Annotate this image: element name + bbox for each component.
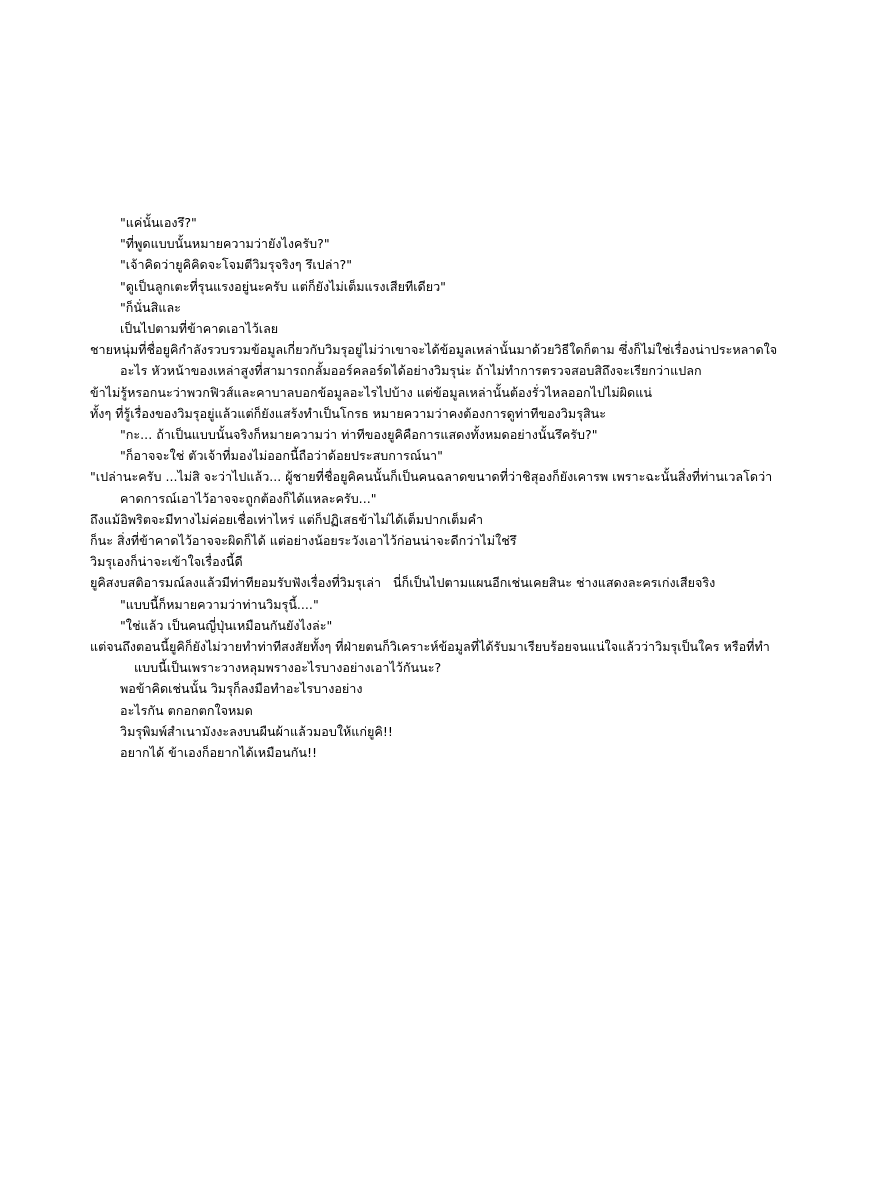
paragraph: เป็นไปตามที่ข้าคาดเอาไว้เลย — [120, 321, 279, 337]
paragraph: วิมรุพิมพ์สำเนามังงะลงบนผืนผ้าแล้วมอบให้แก่ยูคิ!! — [120, 723, 393, 739]
paragraph: ข้าไม่รู้หรอกนะว่าพวกฟิวส์และคาบาลบอกข้อมูลอะไรไปบ้าง แต่ข้อมูลเหล่านั้นต้องรั่วไหลออกไปไม่ผิดแน่ — [90, 384, 652, 400]
paragraph: แต่จนถึงตอนนี้ยูคิก็ยังไม่วายทำท่าทีสงสัยทั้งๆ ที่ฝ่ายตนก็วิเคราะห์ข้อมูลที่ได้รับมาเรียบร้อยจนแน่ใจแล้วว่าวิมรุเป็นใคร หรือที่ทำแบบนี้เป็นเพราะวางหลุมพรางอะไรบางอย่างเอาไว้กันนะ? — [90, 639, 770, 676]
document-text-body — [90, 212, 790, 763]
paragraph: อยากได้ ข้าเองก็อยากได้เหมือนกัน!! — [120, 745, 318, 761]
paragraph: "ดูเป็นลูกเตะที่รุนแรงอยู่นะครับ แต่ก็ยังไม่เต็มแรงเสียทีเดียว" — [120, 278, 446, 294]
paragraph: ทั้งๆ ที่รู้เรื่องของวิมรุอยู่แล้วแต่ก็ยังแสร้งทำเป็นโกรธ หมายความว่าคงต้องการดูท่าทีของวิมรุสินะ — [90, 405, 607, 421]
paragraph: "กะ... ถ้าเป็นแบบนั้นจริงก็หมายความว่า ท่าทีของยูคิคือการแสดงทั้งหมดอย่างนั้นรึครับ?" — [120, 427, 598, 443]
paragraph: ถึงแม้อิพริตจะมีทางไม่ค่อยเชื่อเท่าไหร่ แต่ก็ปฏิเสธข้าไม่ได้เต็มปากเต็มคำ — [90, 511, 484, 527]
paragraph: "ใช่แล้ว เป็นคนญี่ปุ่นเหมือนกันยังไงล่ะ" — [120, 617, 333, 633]
paragraph: "แบบนี้ก็หมายความว่าท่านวิมรุนี้...." — [120, 596, 319, 612]
paragraph: พอข้าคิดเช่นนั้น วิมรุก็ลงมือทำอะไรบางอย่าง — [120, 681, 363, 697]
paragraph: "เจ้าคิดว่ายูคิคิดจะโจมตีวิมรุจริงๆ รึเปล่า?" — [120, 257, 352, 273]
paragraph: "แค่นั้นเองรึ?" — [120, 215, 197, 230]
paragraph: วิมรุเองก็น่าจะเข้าใจเรื่องนี้ดี — [90, 554, 243, 570]
paragraph: "ก็อาจจะใช่ ตัวเจ้าที่มองไม่ออกนี้ถือว่าด้อยประสบการณ์นา" — [120, 448, 443, 464]
paragraph: ชายหนุ่มที่ชื่อยูคิกำลังรวบรวมข้อมูลเกี่ยวกับวิมรุอยู่ไม่ว่าเขาจะได้ข้อมูลเหล่านั้นมาด้วยวิธีใดก็ตาม ซึ่งก็ไม่ใช่เรื่องน่าประหลาดใจอะไร หัวหน้าของเหล่าสูงที่สามารถกลั้มออร์คลอร์ดได้อย่างวิมรุน่ะ ถ้าไม่ทำการตรวจสอบสิถึงจะเรียกว่าแปลก — [90, 342, 778, 379]
paragraph: ก็นะ สิ่งที่ข้าคาดไว้อาจจะผิดก็ได้ แต่อย่างน้อยระวังเอาไว้ก่อนน่าจะดีกว่าไม่ใช่รึ — [90, 533, 517, 549]
paragraph: "ก็นั่นสิและ — [120, 299, 181, 315]
paragraph: ยูคิสงบสติอารมณ์ลงแล้วมีท่าทียอมรับฟังเรื่องที่วิมรุเล่า นี่ก็เป็นไปตามแผนอีกเช่นเคยสินะ ช่างแสดงละครเก่งเสียจริง — [90, 575, 716, 591]
paragraph: "เปล่านะครับ ...ไม่สิ จะว่าไปแล้ว... ผู้ชายที่ชื่อยูคิคนนั้นก็เป็นคนฉลาดขนาดที่ว่าชิสุองก็ยังเคารพ เพราะฉะนั้นสิ่งที่ท่านเวลโดว่าคาดการณ์เอาไว้อาจจะถูกต้องก็ได้แหละครับ..." — [90, 469, 773, 506]
paragraph: อะไรกัน ตกอกตกใจหมด — [120, 702, 253, 718]
paragraph: "ที่พูดแบบนั้นหมายความว่ายังไงครับ?" — [120, 236, 330, 252]
